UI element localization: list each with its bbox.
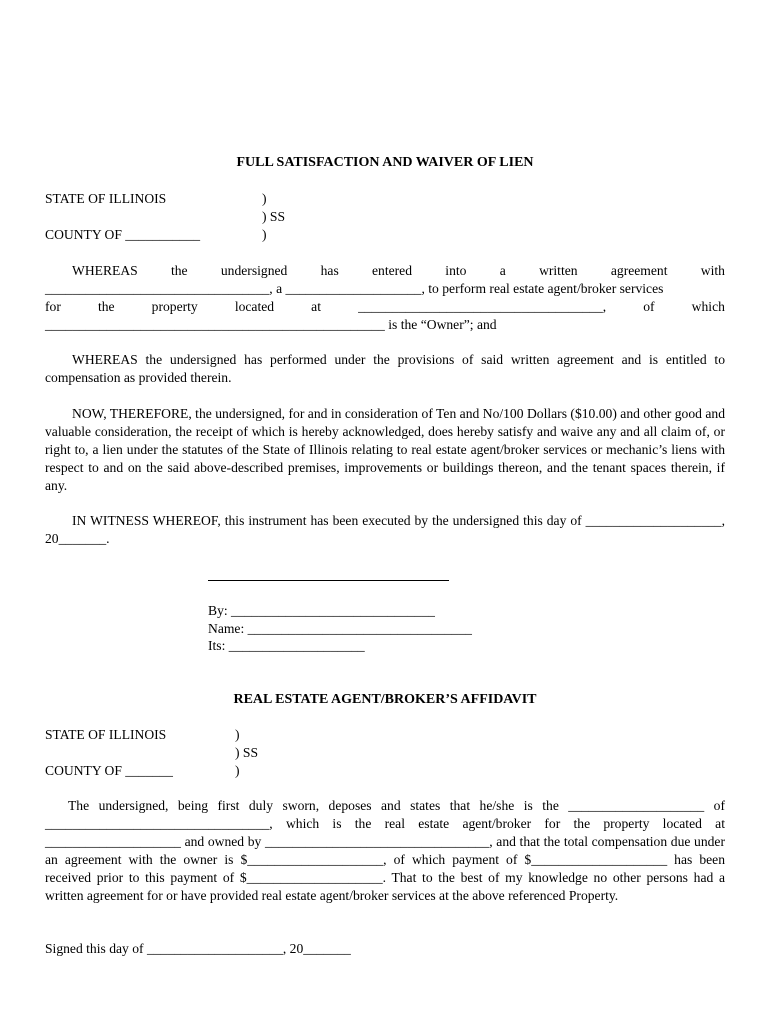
state-label: STATE OF ILLINOIS bbox=[45, 191, 167, 206]
by-field[interactable]: By: ______________________________ bbox=[208, 603, 435, 618]
whereas-line-3: for the property located at ____________________________________, of which bbox=[45, 299, 725, 314]
witness-paragraph: IN WITNESS WHEREOF, this instrument has been executed by the undersigned this day of ____________________, 20_______. bbox=[45, 513, 725, 546]
affidavit-paragraph: The undersigned, being first duly sworn, deposes and states that he/she is the ____________________ of _________________________________, which is the real estate agent/broker for the property located at ____________________ and owned by _________________________________, and that the total compensation due under an agreement with the owner is $____________________, of which payment of $____________________ has been received prior to this payment of $____________________. That to the best of my knowledge no other persons had a written agreement for or have provided real estate agent/broker services at the above referenced Property. bbox=[45, 798, 725, 903]
state-label-2: STATE OF ILLINOIS bbox=[45, 727, 167, 742]
signature-line[interactable] bbox=[208, 580, 449, 581]
venue-ss-2: ) SS bbox=[235, 745, 259, 760]
venue-paren-top-2: ) bbox=[235, 727, 240, 742]
whereas-line-2: _________________________________, a ____________________, to perform real estate agent/broker services bbox=[45, 281, 664, 296]
county-label: COUNTY OF ___________ bbox=[45, 227, 201, 242]
its-field[interactable]: Its: ____________________ bbox=[208, 638, 365, 653]
whereas-line-4: __________________________________________________ is the “Owner”; and bbox=[45, 317, 497, 332]
county-label-2: COUNTY OF _______ bbox=[45, 763, 173, 778]
document-title: FULL SATISFACTION AND WAIVER OF LIEN bbox=[236, 155, 534, 170]
venue-paren-bottom-2: ) bbox=[235, 763, 240, 778]
venue-paren-top: ) bbox=[262, 191, 267, 206]
name-field[interactable]: Name: _________________________________ bbox=[208, 621, 472, 636]
whereas-paragraph-2: WHEREAS the undersigned has performed under the provisions of said written agreement and is entitled to compensation as provided therein. bbox=[45, 352, 725, 385]
venue-paren-bottom: ) bbox=[262, 227, 267, 242]
venue-ss: ) SS bbox=[262, 209, 286, 224]
affidavit-title: REAL ESTATE AGENT/BROKER’S AFFIDAVIT bbox=[233, 692, 537, 707]
now-therefore-paragraph: NOW, THEREFORE, the undersigned, for and in consideration of Ten and No/100 Dollars ($10.00) and other good and valuable consideration, the receipt of which is hereby acknowledged, does hereby satisfy and waive any and all claim of, or right to, a lien under the statutes of the State of Illinois relating to real estate agent/broker services or mechanic’s liens with respect to and on the said above-described premises, improvements or buildings thereon, and the tenant spaces therein, if any. bbox=[45, 406, 725, 493]
signed-line: Signed this day of ____________________, 20_______ bbox=[45, 941, 351, 956]
whereas-line-1: WHEREAS the undersigned has entered into a written agreement with bbox=[72, 263, 725, 278]
